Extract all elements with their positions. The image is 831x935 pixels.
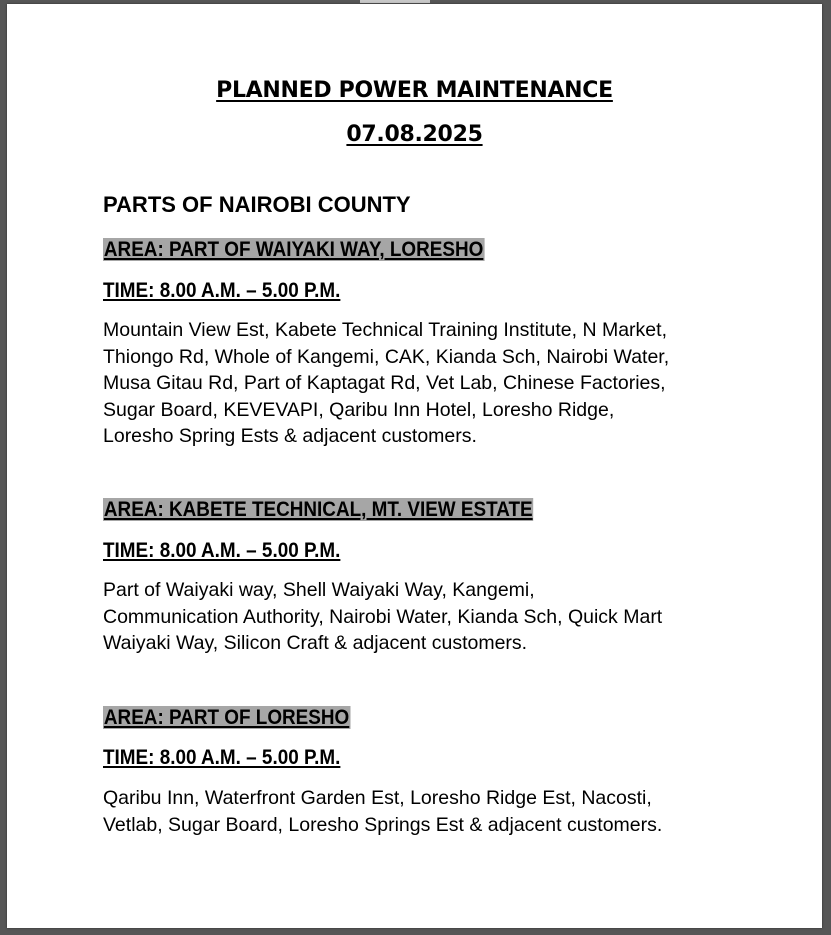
section-2-line: Waiyaki Way, Silicon Craft & adjacent customers. xyxy=(103,632,528,654)
section-1-line: Musa Gitau Rd, Part of Kaptagat Rd, Vet Lab, Chinese Factories, xyxy=(103,372,666,394)
section-1-line: Mountain View Est, Kabete Technical Training Institute, N Market, xyxy=(103,319,667,341)
time-line-1: TIME: 8.00 A.M. – 5.00 P.M. xyxy=(103,279,341,302)
document-date: 07.08.2025 xyxy=(346,122,483,147)
section-1-line: Sugar Board, KEVEVAPI, Qaribu Inn Hotel, Loresho Ridge, xyxy=(103,398,615,421)
area-heading-1-text: AREA: PART OF WAIYAKI WAY, LORESHO xyxy=(103,238,484,261)
section-1-line: Thiongo Rd, Whole of Kangemi, CAK, Kianda Sch, Nairobi Water, xyxy=(103,345,670,368)
county-heading: PARTS OF NAIROBI COUNTY xyxy=(103,192,411,217)
section-3-line: Vetlab, Sugar Board, Loresho Springs Est & adjacent customers. xyxy=(103,813,663,836)
area-heading-2-text: AREA: KABETE TECHNICAL, MT. VIEW ESTATE xyxy=(103,498,533,521)
section-2-line: Communication Authority, Nairobi Water, Kianda Sch, Quick Mart xyxy=(103,605,663,628)
section-1-text xyxy=(103,317,763,450)
section-2-text xyxy=(103,577,763,657)
section-3-text xyxy=(103,785,763,838)
area-heading-3-text: AREA: PART OF LORESHO xyxy=(103,706,350,729)
area-heading-1 xyxy=(103,237,484,263)
document-page xyxy=(7,4,822,928)
document-title: PLANNED POWER MAINTENANCE xyxy=(216,78,613,103)
section-3-line: Qaribu Inn, Waterfront Garden Est, Loresho Ridge Est, Nacosti, xyxy=(103,787,652,809)
time-line-2: TIME: 8.00 A.M. – 5.00 P.M. xyxy=(103,539,341,562)
time-line-3: TIME: 8.00 A.M. – 5.00 P.M. xyxy=(103,746,341,769)
area-heading-3 xyxy=(103,705,350,731)
viewer-tab-indicator xyxy=(360,0,430,3)
section-1-line: Loresho Spring Ests & adjacent customers. xyxy=(103,425,477,447)
area-heading-2 xyxy=(103,497,534,523)
section-2-line: Part of Waiyaki way, Shell Waiyaki Way, Kangemi, xyxy=(103,579,535,601)
